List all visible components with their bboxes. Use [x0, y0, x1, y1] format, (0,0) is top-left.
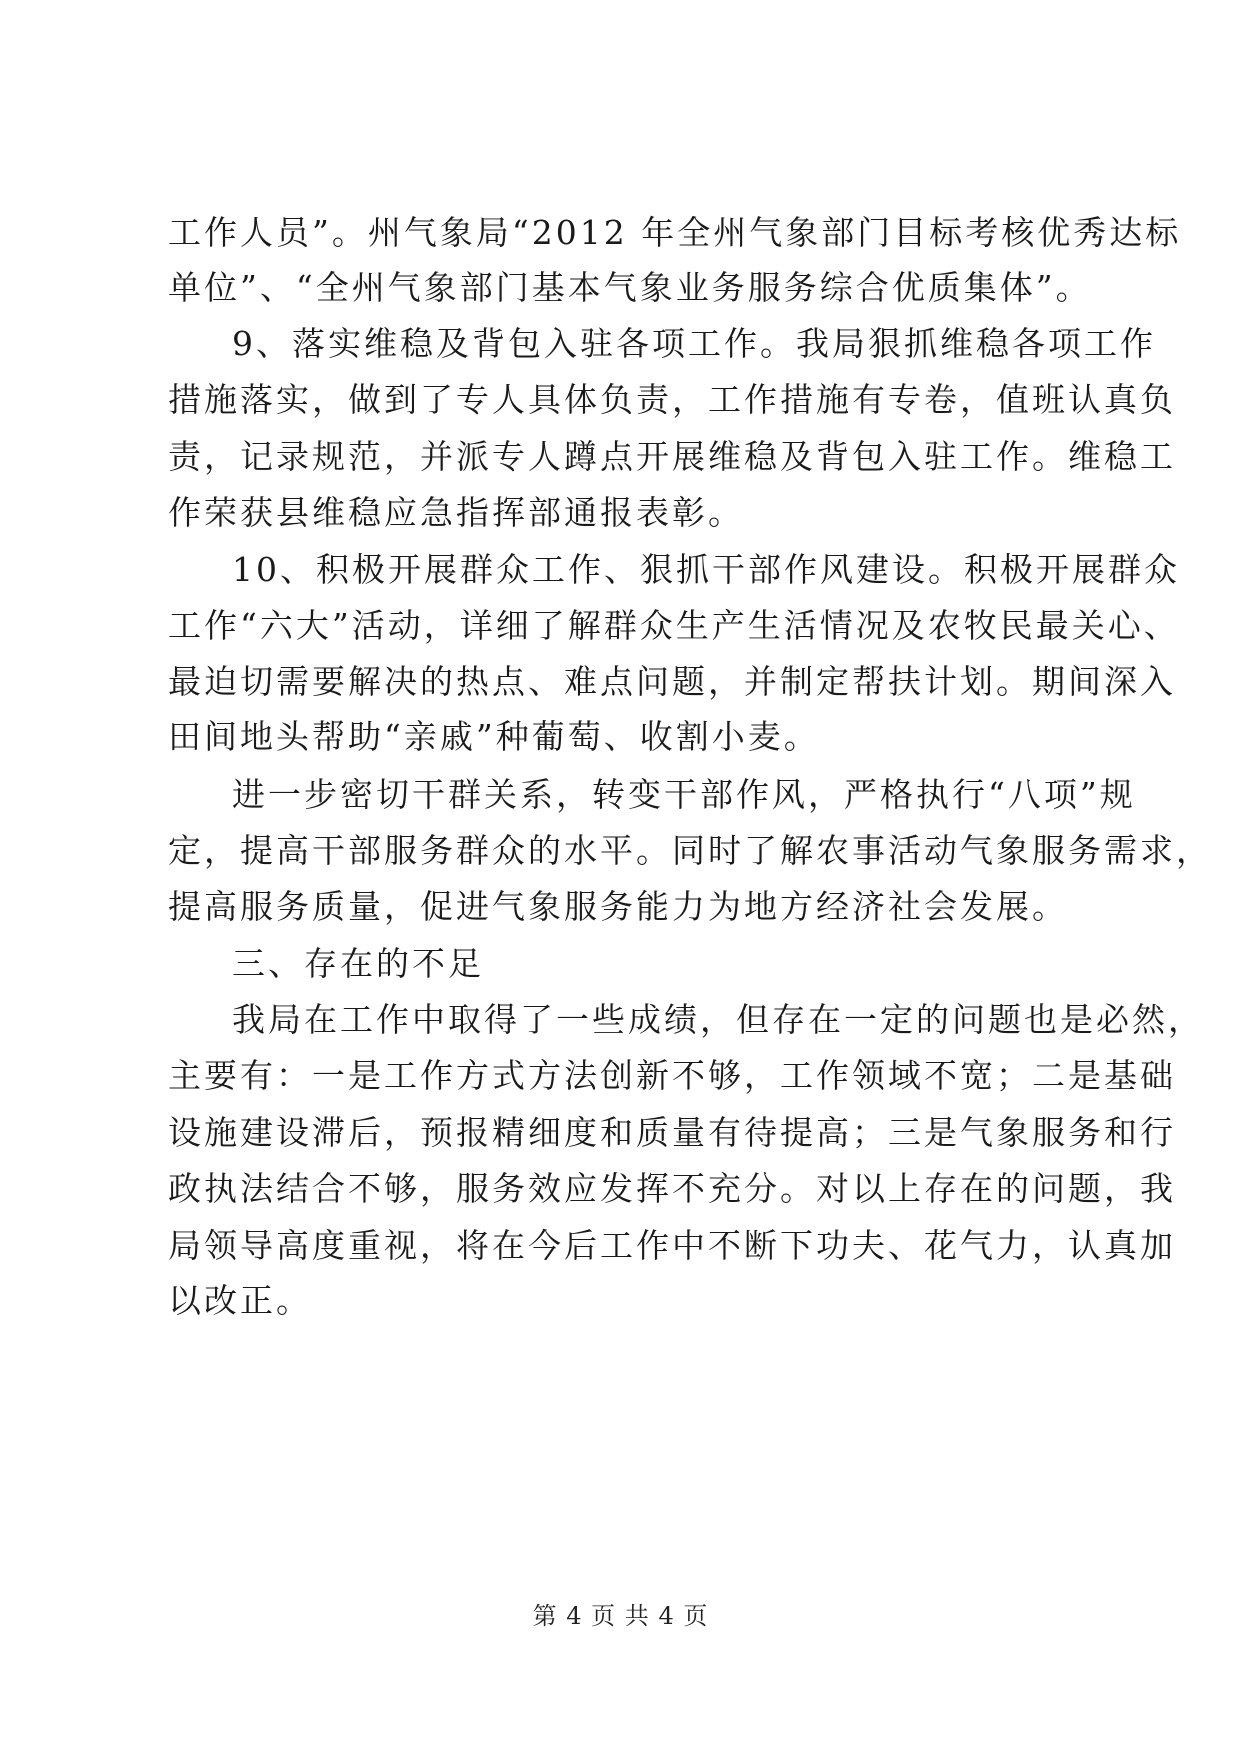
body-line: 主要有：一是工作方式方法创新不够，工作领域不宽；二是基础 — [168, 1056, 1176, 1095]
section-heading: 三、存在的不足 — [232, 944, 484, 983]
body-line: 政执法结合不够，服务效应发挥不充分。对以上存在的问题，我 — [168, 1169, 1176, 1208]
body-line: 措施落实，做到了专人具体负责，工作措施有专卷，值班认真负 — [168, 380, 1176, 419]
paragraph-line: 进一步密切干群关系，转变干部作风，严格执行“八项”规 — [232, 775, 1136, 814]
body-line: 提高服务质量，促进气象服务能力为地方经济社会发展。 — [168, 887, 1068, 926]
body-line: 工作人员”。州气象局“2012 年全州气象部门目标考核优秀达标 — [168, 213, 1182, 252]
body-line: 最迫切需要解决的热点、难点问题，并制定帮扶计划。期间深入 — [168, 662, 1176, 701]
body-line: 责，记录规范，并派专人蹲点开展维稳及背包入驻工作。维稳工 — [168, 437, 1176, 476]
body-line: 以改正。 — [168, 1281, 312, 1320]
page-footer: 第 4 页 共 4 页 — [532, 1602, 709, 1630]
body-line: 局领导高度重视，将在今后工作中不断下功夫、花气力，认真加 — [168, 1226, 1176, 1265]
body-line: 定，提高干部服务群众的水平。同时了解农事活动气象服务需求， — [168, 831, 1212, 870]
body-line: 作荣获县维稳应急指挥部通报表彰。 — [168, 493, 744, 532]
body-line: 单位”、“全州气象部门基本气象业务服务综合优质集体”。 — [168, 268, 1092, 307]
paragraph-10-line: 10、积极开展群众工作、狠抓干部作风建设。积极开展群众 — [232, 550, 1180, 589]
body-line: 田间地头帮助“亲戚”种葡萄、收割小麦。 — [168, 717, 820, 756]
paragraph-9-line: 9、落实维稳及背包入驻各项工作。我局狠抓维稳各项工作 — [232, 324, 1156, 363]
body-line: 工作“六大”活动，详细了解群众生产生活情况及农牧民最关心、 — [168, 606, 1180, 645]
body-line: 设施建设滞后，预报精细度和质量有待提高；三是气象服务和行 — [168, 1113, 1176, 1152]
paragraph-line: 我局在工作中取得了一些成绩，但存在一定的问题也是必然， — [232, 1000, 1204, 1039]
